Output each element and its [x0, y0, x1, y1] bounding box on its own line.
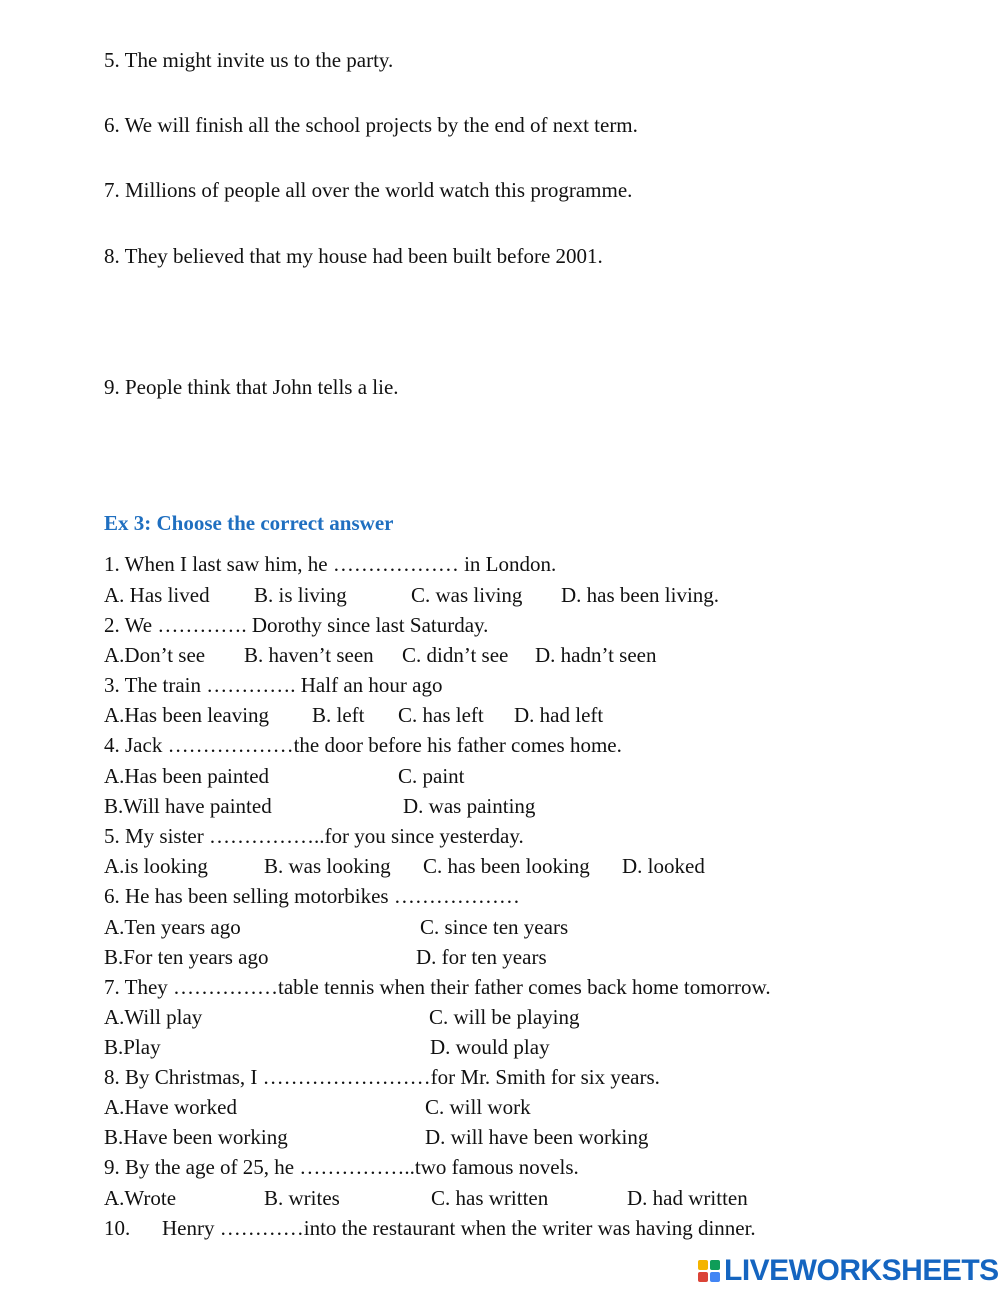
sentence-9: 9. People think that John tells a lie. — [104, 375, 399, 399]
q3-option-b: B. left — [312, 703, 365, 727]
q7-option-c: C. will be playing — [429, 1005, 580, 1029]
q3-option-d: D. had left — [514, 703, 604, 727]
question-8: 8. By Christmas, I ……………………for Mr. Smith for six years. — [104, 1065, 660, 1089]
logo-block-yellow — [698, 1260, 708, 1270]
question-1: 1. When I last saw him, he ……………… in London. — [104, 552, 557, 576]
q4-option-c: C. paint — [398, 764, 465, 788]
q8-option-a: A.Have worked — [104, 1095, 237, 1119]
q8-option-d: D. will have been working — [425, 1125, 649, 1149]
q4-option-b: B.Will have painted — [104, 794, 272, 818]
q8-option-c: C. will work — [425, 1095, 531, 1119]
q5-option-b: B. was looking — [264, 854, 391, 878]
q9-option-a: A.Wrote — [104, 1186, 177, 1210]
q1-option-b: B. is living — [254, 583, 347, 607]
q2-option-b: B. haven’t seen — [244, 643, 374, 667]
q9-option-d: D. had written — [627, 1186, 748, 1210]
logo-block-red — [698, 1272, 708, 1282]
q3-option-c: C. has left — [398, 703, 484, 727]
q4-option-d: D. was painting — [403, 794, 536, 818]
q5-option-d: D. looked — [622, 854, 705, 878]
q6-option-d: D. for ten years — [416, 945, 547, 969]
question-4: 4. Jack ………………the door before his father comes home. — [104, 733, 622, 757]
question-6: 6. He has been selling motorbikes ……………… — [104, 884, 520, 908]
logo-text: LIVEWORKSHEETS — [724, 1254, 999, 1287]
q7-option-a: A.Will play — [104, 1005, 203, 1029]
q2-option-d: D. hadn’t seen — [535, 643, 657, 667]
sentence-5: 5. The might invite us to the party. — [104, 48, 394, 72]
logo-block-green — [710, 1260, 720, 1270]
q9-option-b: B. writes — [264, 1186, 340, 1210]
q1-option-d: D. has been living. — [561, 583, 720, 607]
q7-option-d: D. would play — [430, 1035, 550, 1059]
q4-option-a: A.Has been painted — [104, 764, 270, 788]
question-5: 5. My sister ……………..for you since yesterday. — [104, 824, 524, 848]
question-3: 3. The train …………. Half an hour ago — [104, 673, 443, 697]
q6-option-b: B.For ten years ago — [104, 945, 269, 969]
q1-option-a: A. Has lived — [104, 583, 210, 607]
q5-option-a: A.is looking — [104, 854, 208, 878]
q2-option-a: A.Don’t see — [104, 643, 206, 667]
q9-option-c: C. has written — [431, 1186, 549, 1210]
logo-block-blue — [710, 1272, 720, 1282]
q5-option-c: C. has been looking — [423, 854, 590, 878]
sentence-7: 7. Millions of people all over the world watch this programme. — [104, 178, 633, 202]
q1-option-c: C. was living — [411, 583, 523, 607]
logo-blocks-icon — [698, 1260, 720, 1282]
exercise-heading: Ex 3: Choose the correct answer — [104, 511, 394, 535]
question-9: 9. By the age of 25, he ……………..two famous novels. — [104, 1155, 579, 1179]
q2-option-c: C. didn’t see — [402, 643, 509, 667]
q7-option-b: B.Play — [104, 1035, 161, 1059]
question-10-number: 10. — [104, 1216, 131, 1240]
q6-option-c: C. since ten years — [420, 915, 569, 939]
sentence-8: 8. They believed that my house had been built before 2001. — [104, 244, 603, 268]
question-10-text: Henry …………into the restaurant when the writer was having dinner. — [162, 1216, 756, 1240]
question-7: 7. They ……………table tennis when their father comes back home tomorrow. — [104, 975, 771, 999]
q8-option-b: B.Have been working — [104, 1125, 288, 1149]
q3-option-a: A.Has been leaving — [104, 703, 270, 727]
liveworksheets-logo[interactable] — [698, 1254, 999, 1288]
q6-option-a: A.Ten years ago — [104, 915, 241, 939]
question-2: 2. We …………. Dorothy since last Saturday. — [104, 613, 489, 637]
sentence-6: 6. We will finish all the school projects by the end of next term. — [104, 113, 638, 137]
